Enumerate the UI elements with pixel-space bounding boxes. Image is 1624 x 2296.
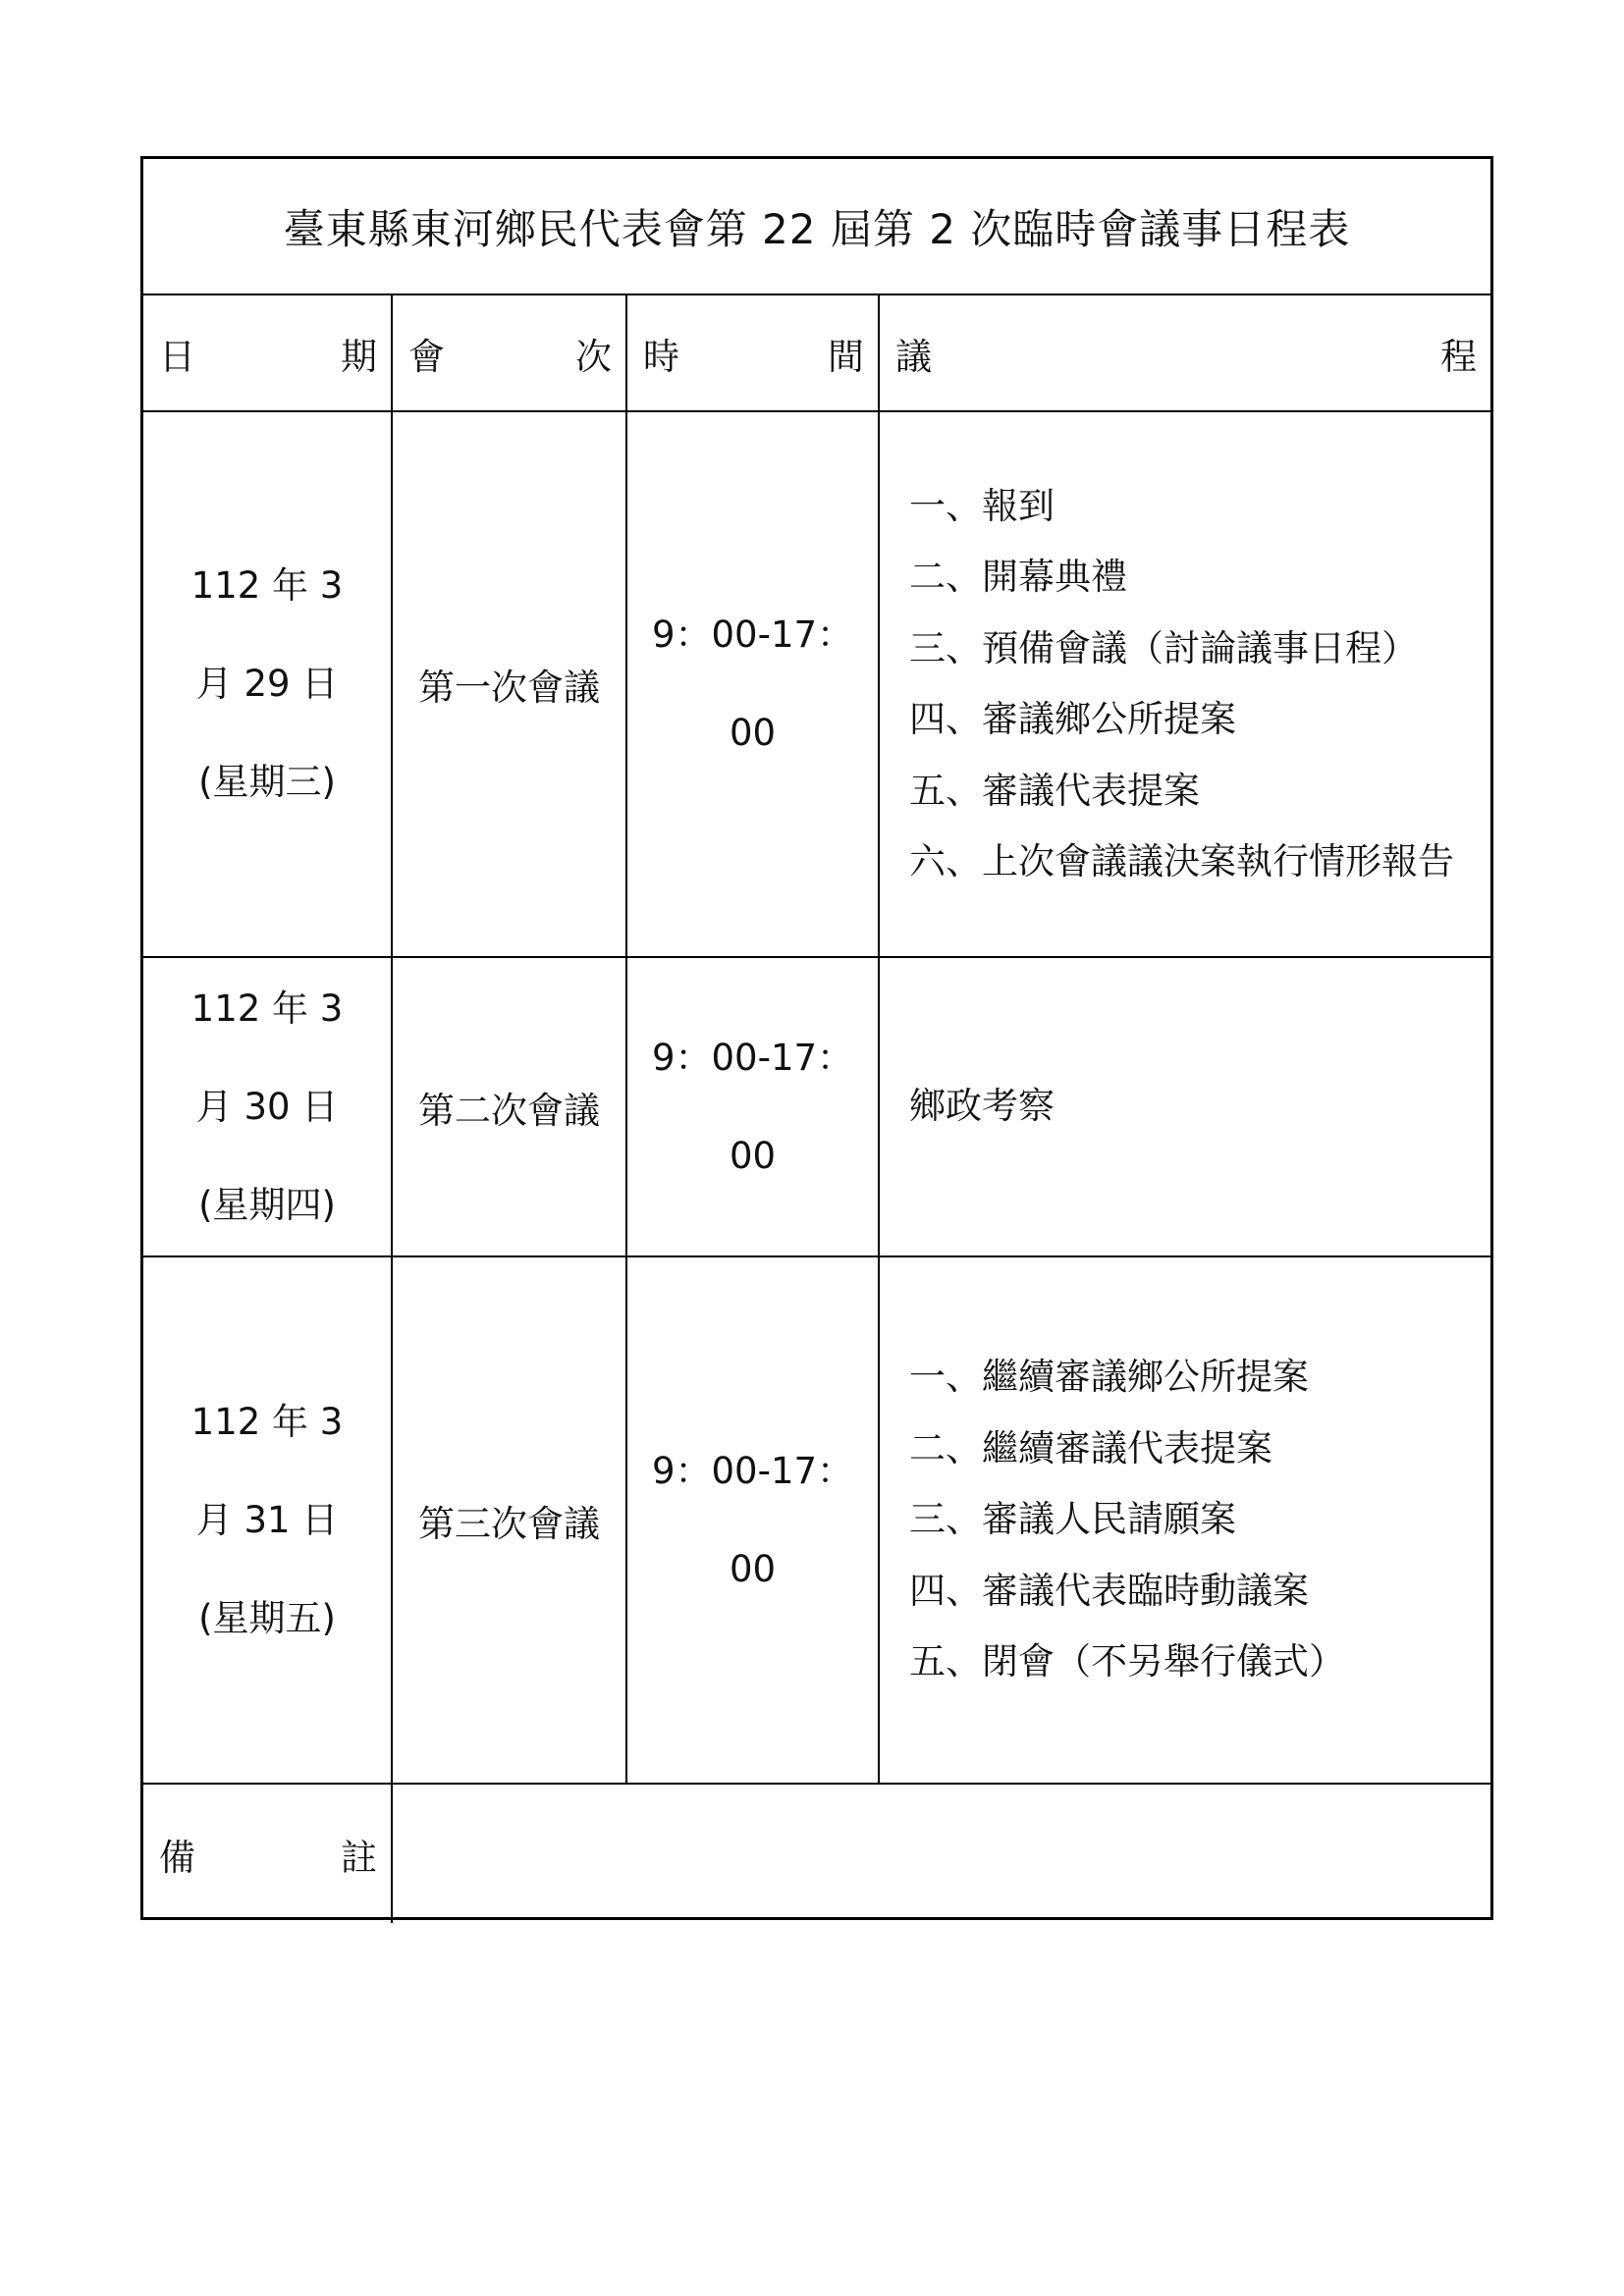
- header-session: [392, 295, 626, 411]
- row-1-date: [143, 411, 392, 957]
- agenda-item: 三、預備會議（討論議事日程）: [909, 626, 1418, 669]
- row-3-date: [143, 1256, 392, 1784]
- agenda-item: 一、報到: [909, 484, 1055, 527]
- header-session-char-1: 會: [408, 335, 445, 378]
- header-session-char-2: 次: [575, 335, 612, 378]
- row-2-session: 第二次會議: [392, 957, 626, 1256]
- row-2-date-text: 112 年 3 月 30 日(星期四): [190, 987, 344, 1226]
- header-time-char-2: 間: [828, 335, 864, 378]
- row-2-agenda: [879, 957, 1490, 1256]
- agenda-item: 四、審議鄉公所提案: [909, 698, 1236, 740]
- agenda-item: 鄉政考察: [909, 1085, 1055, 1128]
- header-time-char-1: 時: [643, 335, 679, 378]
- agenda-item: 四、審議代表臨時動議案: [909, 1569, 1309, 1612]
- row-3-time-text: 9：00-17：00: [651, 1449, 854, 1590]
- remarks-row: [143, 1784, 1490, 1923]
- table-row: [143, 957, 1490, 1256]
- schedule-document: [140, 156, 1493, 1920]
- row-3-date-text: 112 年 3 月 31 日(星期五): [190, 1400, 344, 1639]
- row-3-agenda: [879, 1256, 1490, 1784]
- remarks-label-char-2: 註: [341, 1836, 377, 1879]
- table-row: [143, 1256, 1490, 1784]
- row-3-time: [626, 1256, 879, 1784]
- agenda-item: 二、繼續審議代表提案: [909, 1426, 1272, 1469]
- agenda-item: 三、審議人民請願案: [909, 1498, 1236, 1541]
- row-2-time: [626, 957, 879, 1256]
- row-1-time: [626, 411, 879, 957]
- header-agenda-char-1: 議: [895, 335, 932, 378]
- remarks-label: [143, 1784, 392, 1923]
- header-row: [143, 295, 1490, 411]
- header-agenda-char-2: 程: [1440, 335, 1477, 378]
- header-date: [143, 295, 392, 411]
- remarks-content: [392, 1784, 1490, 1923]
- header-date-char-1: 日: [159, 335, 195, 378]
- header-time: [626, 295, 879, 411]
- agenda-item: 二、開幕典禮: [909, 556, 1127, 598]
- row-1-session: 第一次會議: [392, 411, 626, 957]
- agenda-item: 一、繼續審議鄉公所提案: [909, 1356, 1309, 1399]
- row-2-time-text: 9：00-17：00: [651, 1036, 854, 1177]
- row-2-date: [143, 957, 392, 1256]
- header-agenda: [879, 295, 1490, 411]
- agenda-item: 六、上次會議議決案執行情形報告: [909, 840, 1454, 882]
- document-title: 臺東縣東河鄉民代表會第 22 屆第 2 次臨時會議事日程表: [143, 159, 1490, 295]
- row-1-date-text: 112 年 3 月 29 日(星期三): [190, 564, 344, 803]
- table-row: [143, 411, 1490, 957]
- schedule-table: [143, 295, 1490, 1923]
- remarks-label-char-1: 備: [159, 1836, 195, 1879]
- row-1-agenda: [879, 411, 1490, 957]
- row-3-session: 第三次會議: [392, 1256, 626, 1784]
- row-1-time-text: 9：00-17：00: [651, 614, 854, 754]
- agenda-item: 五、閉會（不另舉行儀式）: [909, 1640, 1345, 1683]
- header-date-char-2: 期: [341, 335, 377, 378]
- agenda-item: 五、審議代表提案: [909, 769, 1200, 812]
